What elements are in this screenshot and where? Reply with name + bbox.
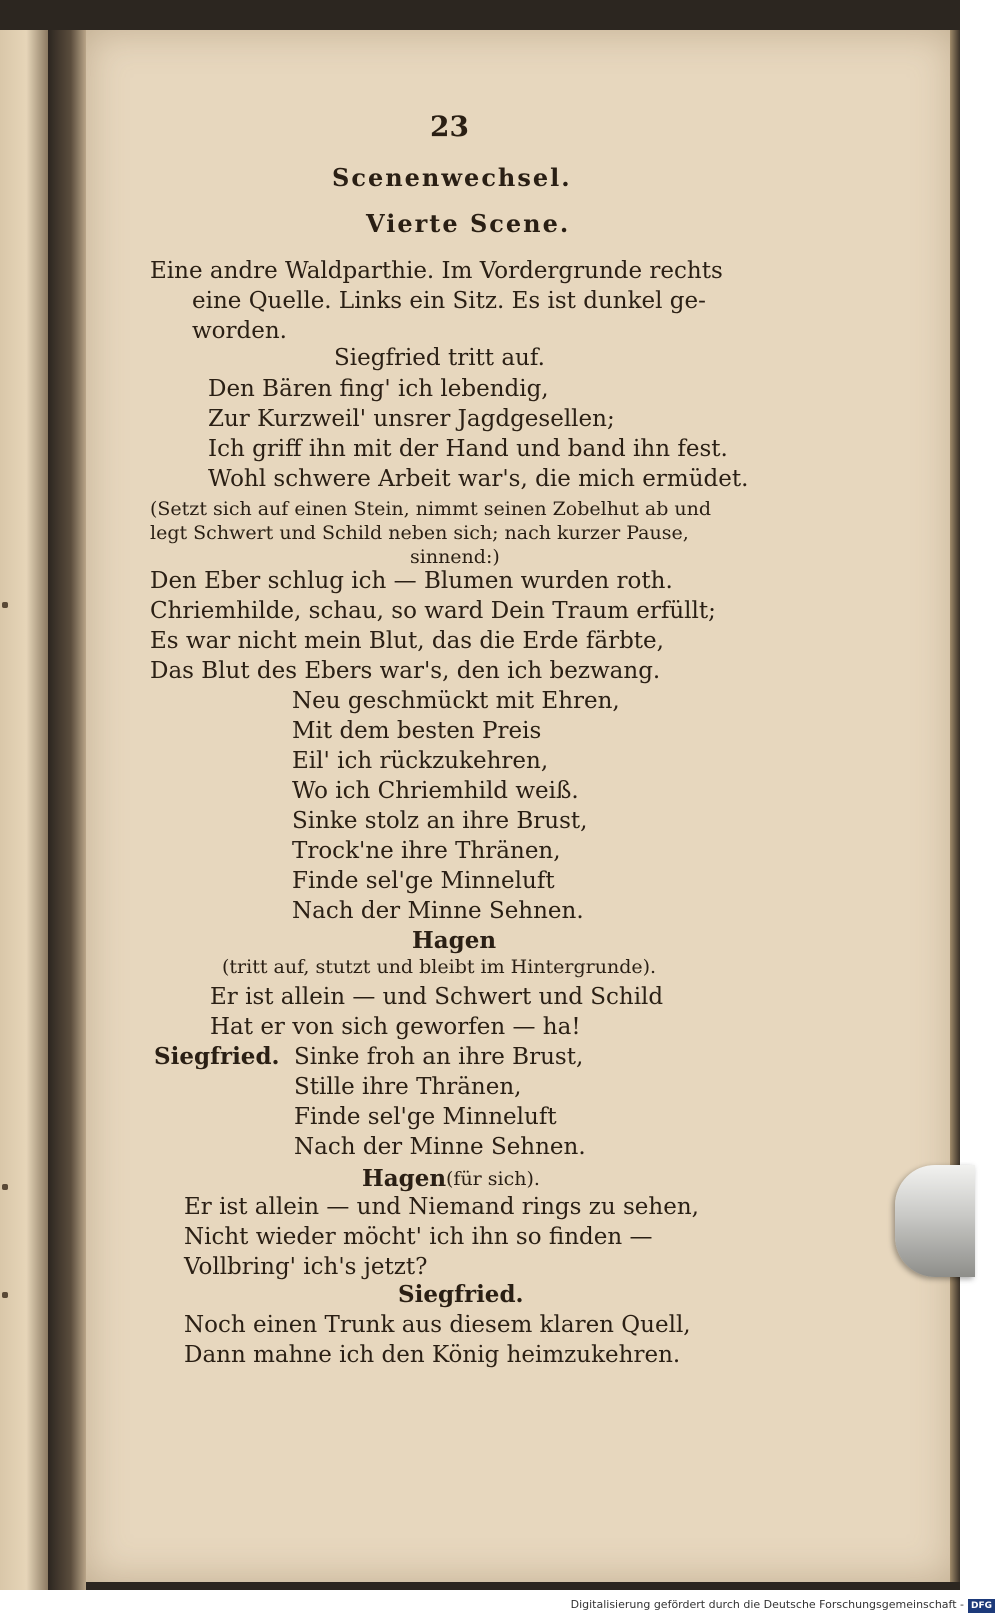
ink-mark	[2, 1184, 8, 1190]
verse-line: Ich griff ihn mit der Hand und band ihn fest.	[208, 436, 728, 462]
verse-line: Das Blut des Ebers war's, den ich bezwang.	[150, 658, 661, 684]
ink-mark	[2, 1292, 8, 1298]
stage-direction-line: sinnend:)	[410, 546, 500, 568]
song-line: Finde sel'ge Minneluft	[294, 1104, 557, 1130]
verse-line: Zur Kurzweil' unsrer Jagdgesellen;	[208, 406, 615, 432]
verse-line: Vollbring' ich's jetzt?	[184, 1254, 428, 1280]
speaker-name: Siegfried.	[154, 1043, 280, 1070]
stage-direction-line: worden.	[192, 318, 287, 344]
song-line: Neu geschmückt mit Ehren,	[292, 688, 620, 714]
verse-line: Hat er von sich geworfen — ha!	[210, 1014, 581, 1040]
book-gutter	[48, 30, 86, 1590]
song-line: Eil' ich rückzukehren,	[292, 748, 549, 774]
stage-direction-line: (Setzt sich auf einen Stein, nimmt seinen Zobelhut ab und	[150, 498, 712, 520]
facing-page-edge	[0, 30, 48, 1590]
song-line: Nach der Minne Sehnen.	[292, 898, 584, 924]
page-number: 23	[430, 110, 469, 143]
stage-direction-line: legt Schwert und Schild neben sich; nach kurzer Pause,	[150, 522, 689, 544]
verse-line: Es war nicht mein Blut, das die Erde färbte,	[150, 628, 664, 654]
digitization-footer	[560, 1596, 995, 1614]
speaker-name: Hagen	[412, 927, 497, 954]
song-line: Wo ich Chriemhild weiß.	[292, 778, 579, 804]
verse-line: Den Bären fing' ich lebendig,	[208, 376, 549, 402]
speaker-name: Siegfried.	[398, 1281, 524, 1308]
page-right-edge	[950, 30, 960, 1582]
scene-heading: Vierte Scene.	[366, 209, 571, 238]
song-line: Mit dem besten Preis	[292, 718, 542, 744]
scene-change-heading: Scenenwechsel.	[332, 163, 572, 192]
stage-direction-line: Eine andre Waldparthie. Im Vordergrunde rechts	[150, 258, 723, 284]
song-line: Stille ihre Thränen,	[294, 1074, 522, 1100]
song-line: Sinke stolz an ihre Brust,	[292, 808, 588, 834]
verse-line: Noch einen Trunk aus diesem klaren Quell,	[184, 1312, 691, 1338]
verse-line: Er ist allein — und Schwert und Schild	[210, 984, 664, 1010]
aside-direction: (für sich).	[446, 1168, 540, 1190]
dfg-logo: DFG	[968, 1599, 995, 1613]
stage-direction-line: eine Quelle. Links ein Sitz. Es ist dunkel ge-	[192, 288, 706, 314]
ink-mark	[2, 602, 8, 608]
verse-line: Er ist allein — und Niemand rings zu sehen,	[184, 1194, 699, 1220]
page-clip	[895, 1165, 975, 1277]
stage-direction-line: (tritt auf, stutzt und bleibt im Hintergrunde).	[222, 956, 657, 978]
song-line: Finde sel'ge Minneluft	[292, 868, 555, 894]
verse-line: Nicht wieder möcht' ich ihn so finden —	[184, 1224, 653, 1250]
siegfried-entrance: Siegfried tritt auf.	[334, 345, 545, 371]
verse-line: Den Eber schlug ich — Blumen wurden roth.	[150, 568, 673, 594]
verse-line: Dann mahne ich den König heimzukehren.	[184, 1342, 681, 1368]
song-line: Nach der Minne Sehnen.	[294, 1134, 586, 1160]
song-line: Sinke froh an ihre Brust,	[294, 1044, 584, 1070]
footer-text: Digitalisierung gefördert durch die Deutsche Forschungsgemeinschaft -	[570, 1598, 964, 1611]
speaker-name: Hagen	[362, 1165, 447, 1192]
song-line: Trock'ne ihre Thränen,	[292, 838, 561, 864]
verse-line: Chriemhilde, schau, so ward Dein Traum erfüllt;	[150, 598, 716, 624]
verse-line: Wohl schwere Arbeit war's, die mich ermüdet.	[208, 466, 749, 492]
